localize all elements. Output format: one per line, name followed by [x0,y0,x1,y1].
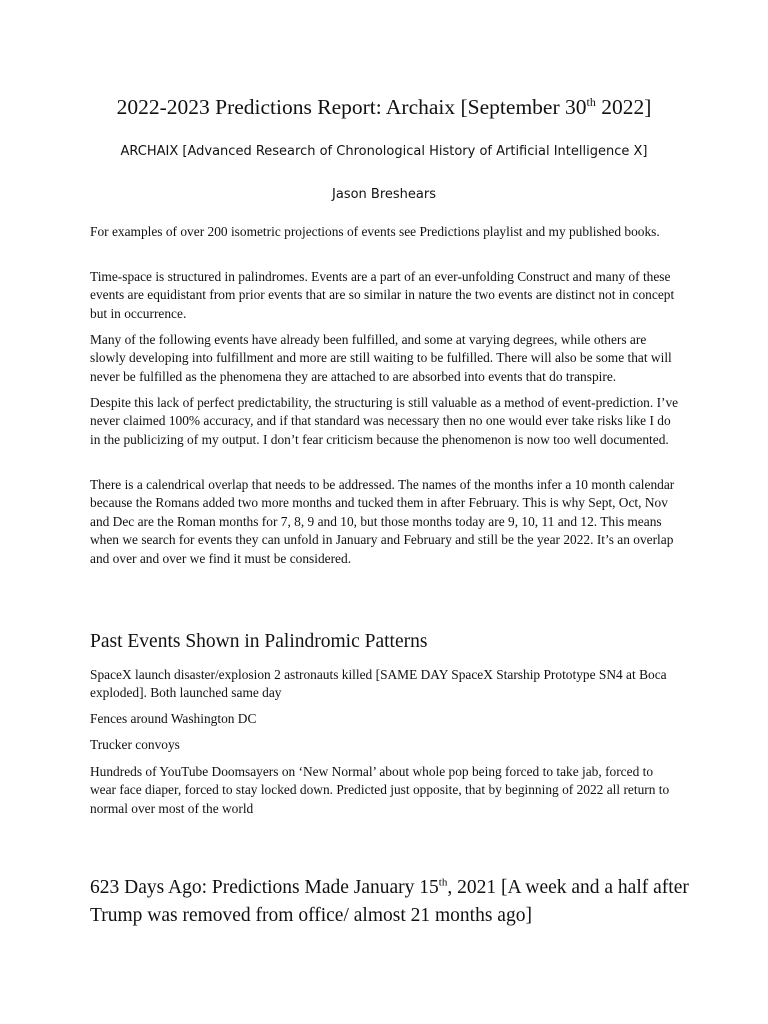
title-superscript: th [586,94,596,109]
paragraph-calendar: There is a calendrical overlap that needs to be addressed. The names of the months infer a 10 month calendar because the Romans added two more months and tucked them in after February. This is why Sept, Oct, Nov and Dec are the Roman months for 7, 8, 9 and 10, but those months today are 9, 10, 11 and 12. This means when we search for events they can unfold in January and February and still be the year 2022. It’s an overlap and over and over we find it must be considered. [90,477,675,566]
author-name: Jason Breshears [332,187,436,202]
list-item-fences: Fences around Washington DC [90,711,257,726]
section-heading-past-events: Past Events Shown in Palindromic Patterns [90,631,428,652]
document-subtitle: ARCHAIX [Advanced Research of Chronological History of Artificial Intelligence X] [120,144,648,159]
document-title [0,92,768,122]
list-item-doomsayers: Hundreds of YouTube Doomsayers on ‘New Normal’ about whole pop being forced to take jab, forced to wear face diaper, forced to stay locked down. Predicted just opposite, that by beginning of 2022 all return to normal over most of the world [90,764,670,816]
heading-text-end: , 2021 [A week and a half after Trump was removed from office/ almost 21 months ago] [90,877,689,926]
paragraph-fulfillment: Many of the following events have already been fulfilled, and some at varying degrees, while others are slowly developing into fulfillment and more are still waiting to be fulfilled. There will also be some that will never be fulfilled as the phenomena they are attached to are absorbed into events that do transpire. [90,332,672,384]
title-text: 2022-2023 Predictions Report: Archaix [September 30 [116,95,587,119]
paragraph-predictability: Despite this lack of perfect predictability, the structuring is still valuable as a method of event-prediction. I’ve never claimed 100% accuracy, and if that standard was necessary then no one would ever take risks like I do in the publicizing of my output. I don’t fear criticism because the phenomenon is now too well documented. [90,395,679,447]
heading-text: 623 Days Ago: Predictions Made January 15 [90,877,439,898]
heading-superscript: th [438,876,448,889]
list-item-trucker: Trucker convoys [90,737,180,752]
title-text-end: 2022] [595,95,652,119]
paragraph-intro: For examples of over 200 isometric projections of events see Predictions playlist and my published books. [90,224,660,239]
section-heading-predictions [90,874,710,930]
list-item-spacex: SpaceX launch disaster/explosion 2 astronauts killed [SAME DAY SpaceX Starship Prototype SN4 at Boca exploded]. Both launched same day [90,667,667,701]
paragraph-palindromes: Time-space is structured in palindromes. Events are a part of an ever-unfolding Construct and many of these events are equidistant from prior events that are so similar in nature the two events are distinct not in concept but in occurrence. [90,269,675,321]
